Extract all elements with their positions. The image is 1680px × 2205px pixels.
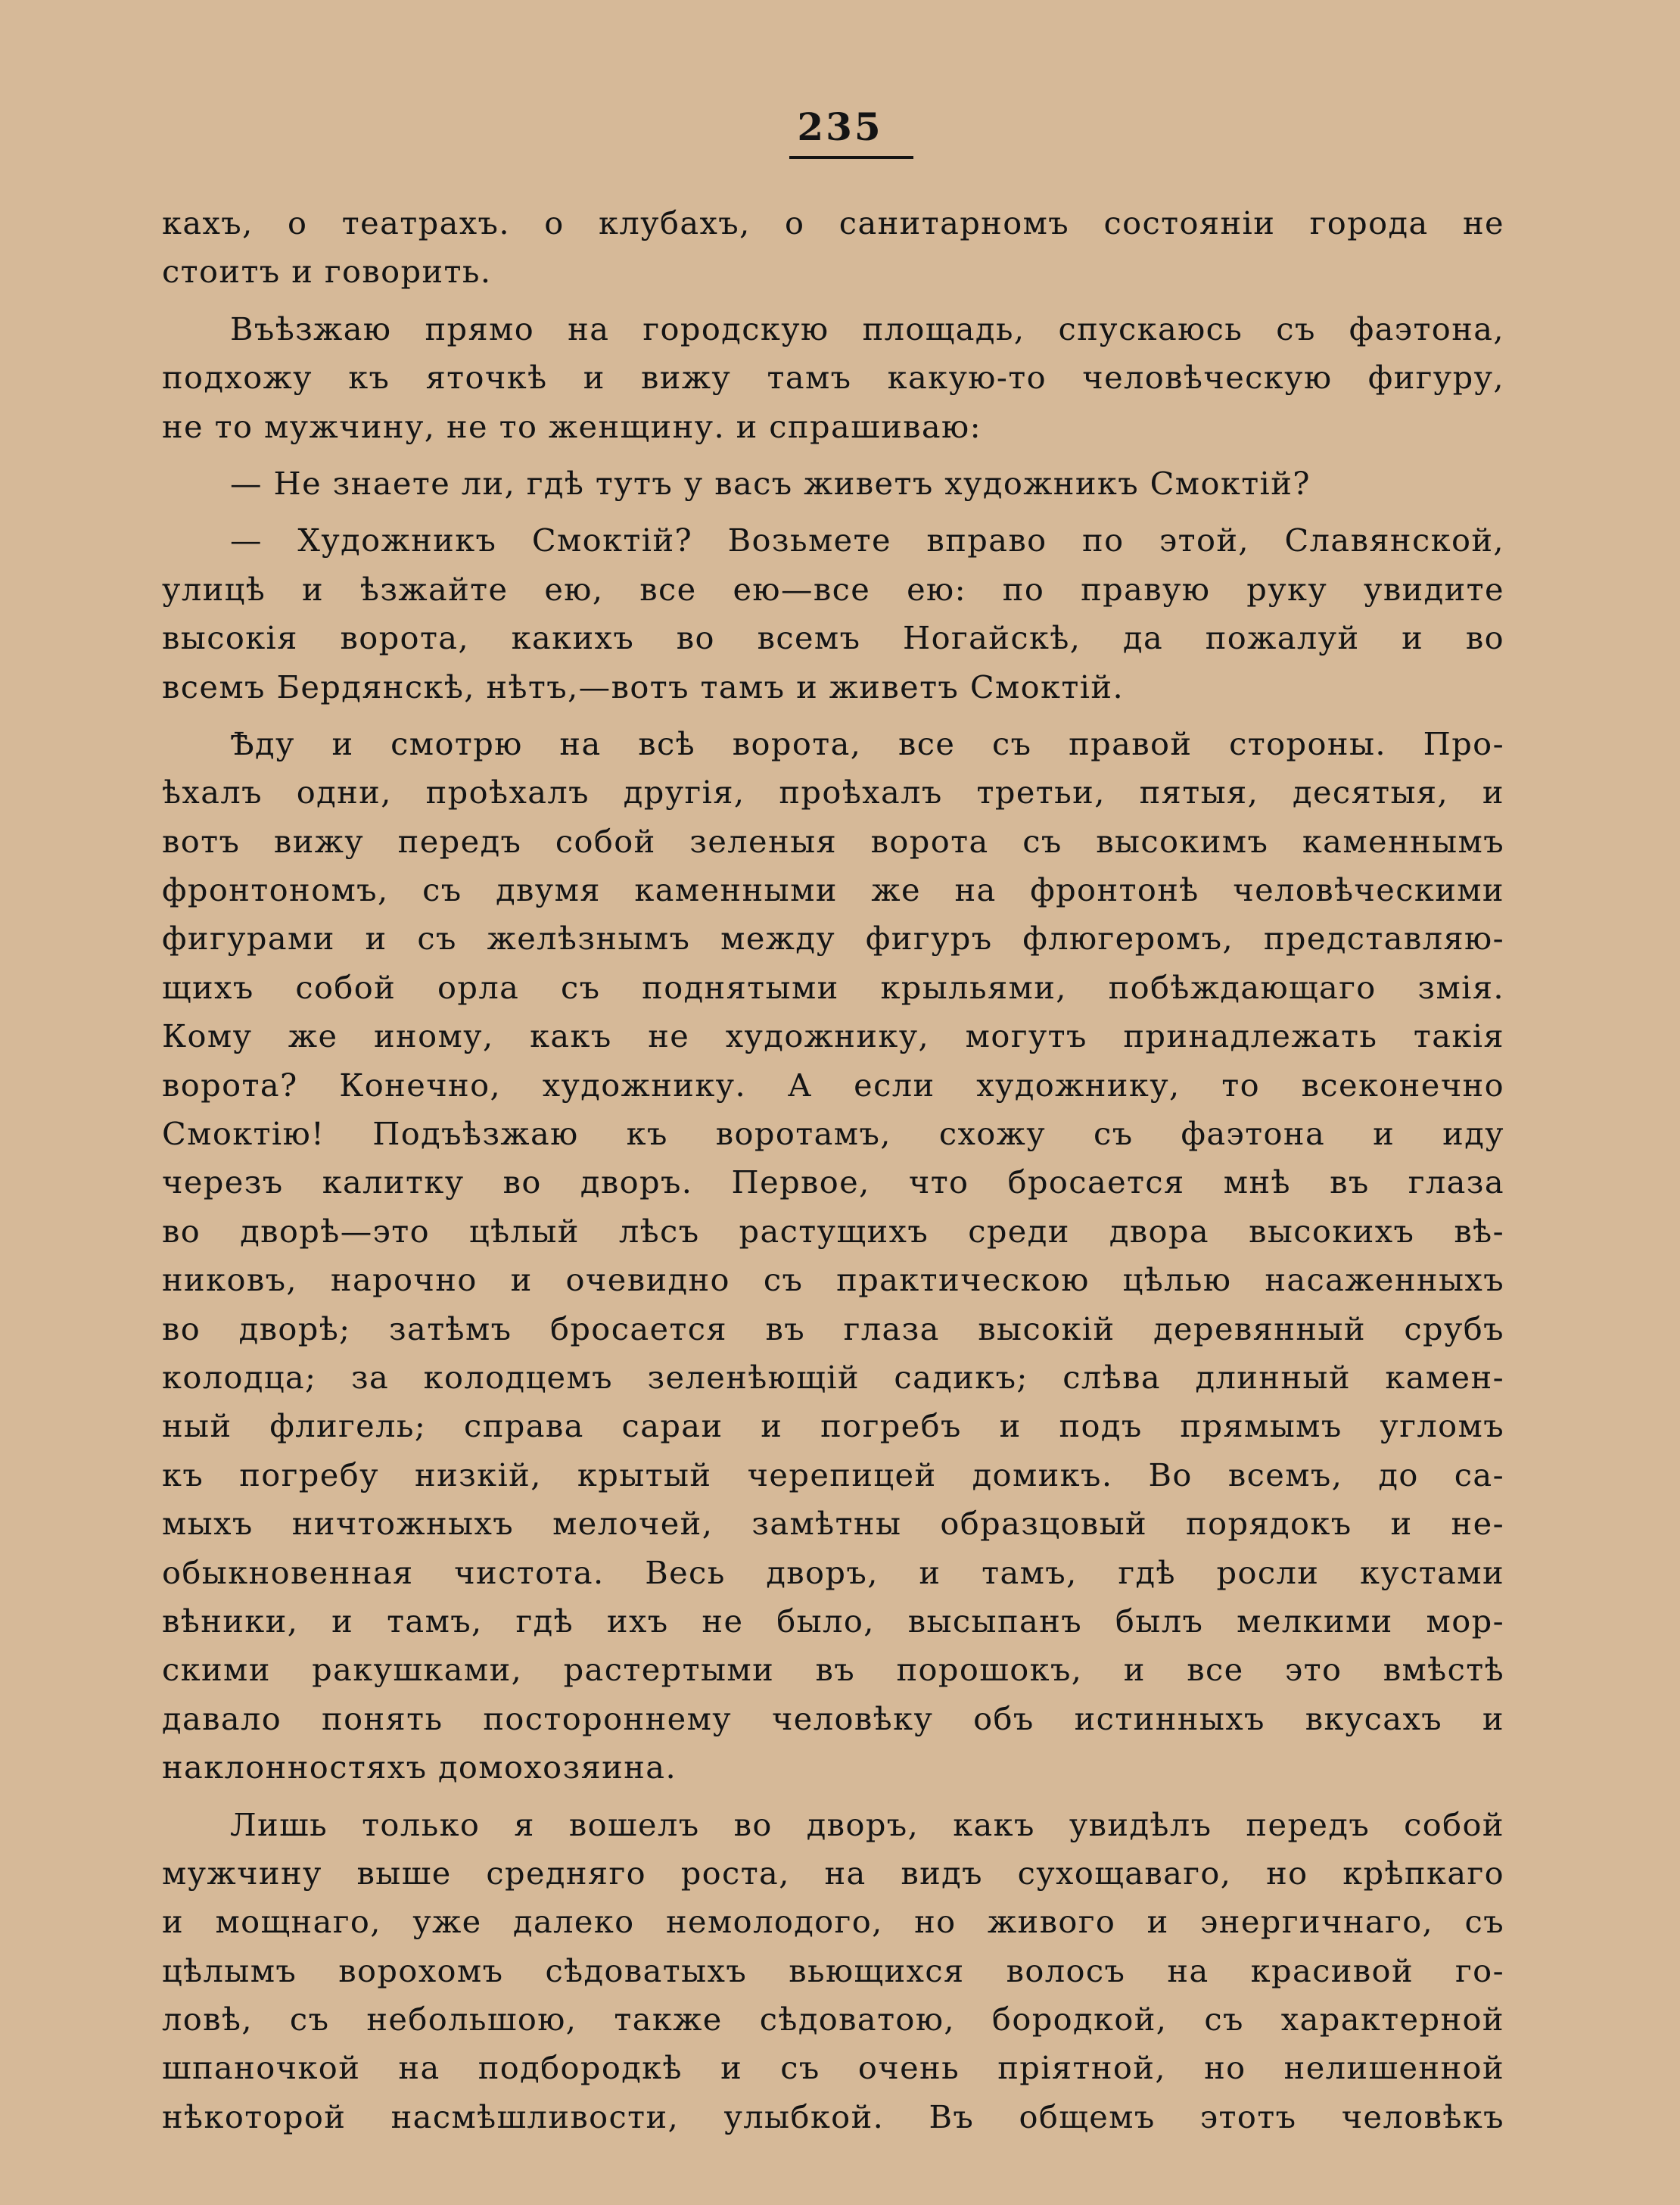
text-line: улицѣ и ѣзжайте ею, все ею—все ею: по правую руку увидите <box>162 570 1504 608</box>
text-line: вотъ вижу передъ собой зеленыя ворота съ высокимъ каменнымъ <box>162 822 1504 860</box>
text-line: цѣлымъ ворохомъ сѣдоватыхъ вьющихся волосъ на красивой го- <box>162 1951 1504 1989</box>
text-line: черезъ калитку во дворъ. Первое, что бросается мнѣ въ глаза <box>162 1163 1504 1201</box>
text-line: Въѣзжаю прямо на городскую площадь, спускаюсь съ фаэтона, <box>230 310 1504 347</box>
text-line: шпаночкой на подбородкѣ и съ очень прiятной, но нелишенной <box>162 2049 1504 2087</box>
text-line: наклонностяхъ домохозяина. <box>162 1749 677 1786</box>
text-line: фронтономъ, съ двумя каменными же на фронтонѣ человѣческими <box>162 871 1504 909</box>
text-line: ловѣ, съ небольшою, также сѣдоватою, бородкой, съ характерной <box>162 2001 1504 2038</box>
text-line: — Художникъ Смоктiй? Возьмете вправо по этой, Славянской, <box>230 522 1504 559</box>
text-line: во дворѣ—это цѣлый лѣсъ растущихъ среди двора высокихъ вѣ- <box>162 1212 1504 1250</box>
text-line: стоитъ и говорить. <box>162 253 492 291</box>
text-line: подхожу къ яточкѣ и вижу тамъ какую-то человѣческую фигуру, <box>162 359 1504 397</box>
paragraph-5 <box>162 720 1504 1792</box>
text-line: нѣкоторой насмѣшливости, улыбкой. Въ общемъ этотъ человѣкъ <box>162 2098 1504 2135</box>
text-line: Кому же иному, какъ не художнику, могутъ принадлежать такiя <box>162 1017 1504 1055</box>
text-line: Смоктiю! Подъѣзжаю къ воротамъ, схожу съ фаэтона и иду <box>162 1115 1504 1153</box>
paragraph-3 <box>162 459 1504 508</box>
text-line: и мощнаго, уже далеко немолодого, но живого и энергичнаго, съ <box>162 1903 1504 1941</box>
text-line: мыхъ ничтожныхъ мелочей, замѣтны образцовый порядокъ и не- <box>162 1505 1504 1543</box>
text-line: щихъ собой орла съ поднятыми крыльями, побѣждающаго змiя. <box>162 968 1504 1006</box>
text-line: обыкновенная чистота. Весь дворъ, и тамъ, гдѣ росли кустами <box>162 1553 1504 1591</box>
text-line: скими ракушками, растертыми въ порошокъ, и все это вмѣстѣ <box>162 1651 1504 1689</box>
text-line: во дворѣ; затѣмъ бросается въ глаза высокiй деревянный срубъ <box>162 1310 1504 1347</box>
paragraph-4 <box>162 516 1504 712</box>
text-line: — Не знаете ли, гдѣ тутъ у васъ живетъ художникъ Смоктiй? <box>230 464 1311 502</box>
text-line: вѣники, и тамъ, гдѣ ихъ не было, высыпанъ былъ мелкими мор- <box>162 1602 1504 1640</box>
paragraph-1 <box>162 199 1504 297</box>
text-line: кахъ, о театрахъ. о клубахъ, о санитарномъ состоянiи города не <box>162 204 1504 241</box>
text-line: никовъ, нарочно и очевидно съ практическою цѣлью насаженныхъ <box>162 1261 1504 1299</box>
page-number-rule <box>789 156 913 159</box>
text-line: колодца; за колодцемъ зеленѣющiй садикъ; слѣва длинный камен- <box>162 1358 1504 1396</box>
text-line: фигурами и съ желѣзнымъ между фигуръ флюгеромъ, представляю- <box>162 920 1504 958</box>
text-line: высокiя ворота, какихъ во всемъ Ногайскѣ, да пожалуй и во <box>162 619 1504 657</box>
text-line: къ погребу низкiй, крытый черепицей домикъ. Во всемъ, до са- <box>162 1456 1504 1493</box>
text-line: ѣхалъ одни, проѣхалъ другiя, проѣхалъ третьи, пятыя, десятыя, и <box>162 774 1504 811</box>
text-line: ворота? Конечно, художнику. А если художнику, то всеконечно <box>162 1066 1504 1104</box>
text-line: Лишь только я вошелъ во дворъ, какъ увидѣлъ передъ собой <box>230 1805 1504 1843</box>
text-line: всемъ Бердянскѣ, нѣтъ,—вотъ тамъ и живетъ Смоктiй. <box>162 668 1125 705</box>
body-text <box>162 199 1504 2150</box>
text-line: ный флигель; справа сараи и погребъ и подъ прямымъ угломъ <box>162 1407 1504 1445</box>
paragraph-2 <box>162 305 1504 451</box>
text-line: давало понять постороннему человѣку объ истинныхъ вкусахъ и <box>162 1699 1504 1737</box>
text-line: мужчину выше средняго роста, на видъ сухощаваго, но крѣпкаго <box>162 1854 1504 1892</box>
text-line: Ѣду и смотрю на всѣ ворота, все съ правой стороны. Про- <box>230 724 1504 762</box>
paragraph-6 <box>162 1801 1504 2142</box>
text-line: не то мужчину, не то женщину. и спрашиваю: <box>162 407 982 445</box>
page-number: 235 <box>797 104 883 149</box>
